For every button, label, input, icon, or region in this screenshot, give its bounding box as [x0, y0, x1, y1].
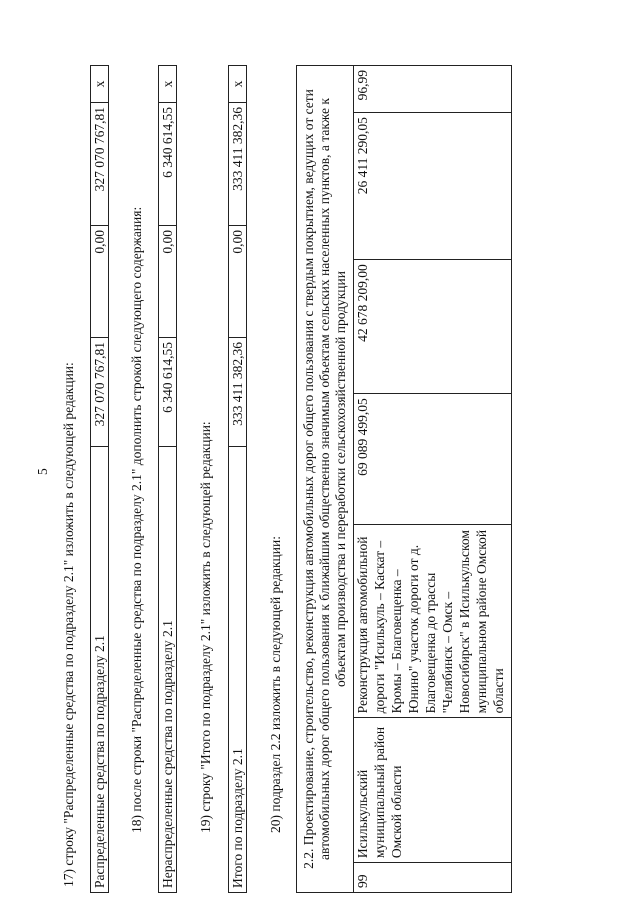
district-cell: Исилькульский муниципальный район Омской области — [354, 718, 512, 863]
table-row — [354, 66, 512, 893]
table-row — [159, 66, 177, 893]
table-header-row — [297, 66, 354, 893]
cell-value-4: х — [91, 66, 109, 103]
item-19-table — [228, 65, 247, 893]
item-18-table — [158, 65, 177, 893]
cell-value-4: х — [229, 66, 247, 103]
cell-value-3: 6 340 614,55 — [159, 103, 177, 226]
cell-value-1: 333 411 382,36 — [229, 338, 247, 447]
item-19-text: 19) строку "Итого по подразделу 2.1" изложить в следующей редакции: — [198, 421, 213, 833]
cell-value-3: 333 411 382,36 — [229, 103, 247, 226]
item-17-text: 17) строку "Распределенные средства по подразделу 2.1" изложить в следующей редакции: — [61, 362, 76, 887]
row-label: Нераспределенные средства по подразделу 2.1 — [159, 447, 177, 893]
cell-value-2: 0,00 — [159, 226, 177, 338]
table-row — [91, 66, 109, 893]
cell-value-1: 6 340 614,55 — [159, 338, 177, 447]
cell-value-3: 327 070 767,81 — [91, 103, 109, 226]
item-18-text: 18) после строки "Распределенные средства по подразделу 2.1" дополнить строкой следующего содержания: — [129, 206, 144, 833]
row-label: Распределенные средства по подразделу 2.1 — [91, 447, 109, 893]
row-label: Итого по подразделу 2.1 — [229, 447, 247, 893]
section-heading: 2.2. Проектирование, строительство, реконструкция автомобильных дорог общего пользования с твердым покрытием, ведущих от сети автомобильных дорог общего пользования к ближайшим общественно значимым объектам сельских населенных пунктов, а также к объектам производства и переработки сельскохозяйственной продукции — [297, 66, 354, 893]
cell-value-4: 96,99 — [354, 66, 512, 113]
cell-value-1: 69 089 499,05 — [354, 394, 512, 524]
item-17-table — [90, 65, 109, 893]
page-number: 5 — [35, 468, 50, 475]
row-number: 99 — [354, 863, 512, 893]
table-row — [229, 66, 247, 893]
cell-value-2: 0,00 — [91, 226, 109, 338]
cell-value-3: 26 411 290,05 — [354, 113, 512, 260]
object-cell: Реконструкция автомобильной дороги "Исилькуль – Кaскат – Кромы – Благовещенка – Юнино" участок дороги от д. Благовещенка до трассы "Челябинск – Омск – Новосибирск" в Исилькульском муниципальном районе Омской области — [354, 524, 512, 718]
cell-value-1: 327 070 767,81 — [91, 338, 109, 447]
cell-value-2: 42 678 209,00 — [354, 260, 512, 394]
cell-value-2: 0,00 — [229, 226, 247, 338]
cell-value-4: х — [159, 66, 177, 103]
item-20-table — [296, 65, 512, 893]
item-20-text: 20) подраздел 2.2 изложить в следующей редакции: — [268, 536, 283, 833]
